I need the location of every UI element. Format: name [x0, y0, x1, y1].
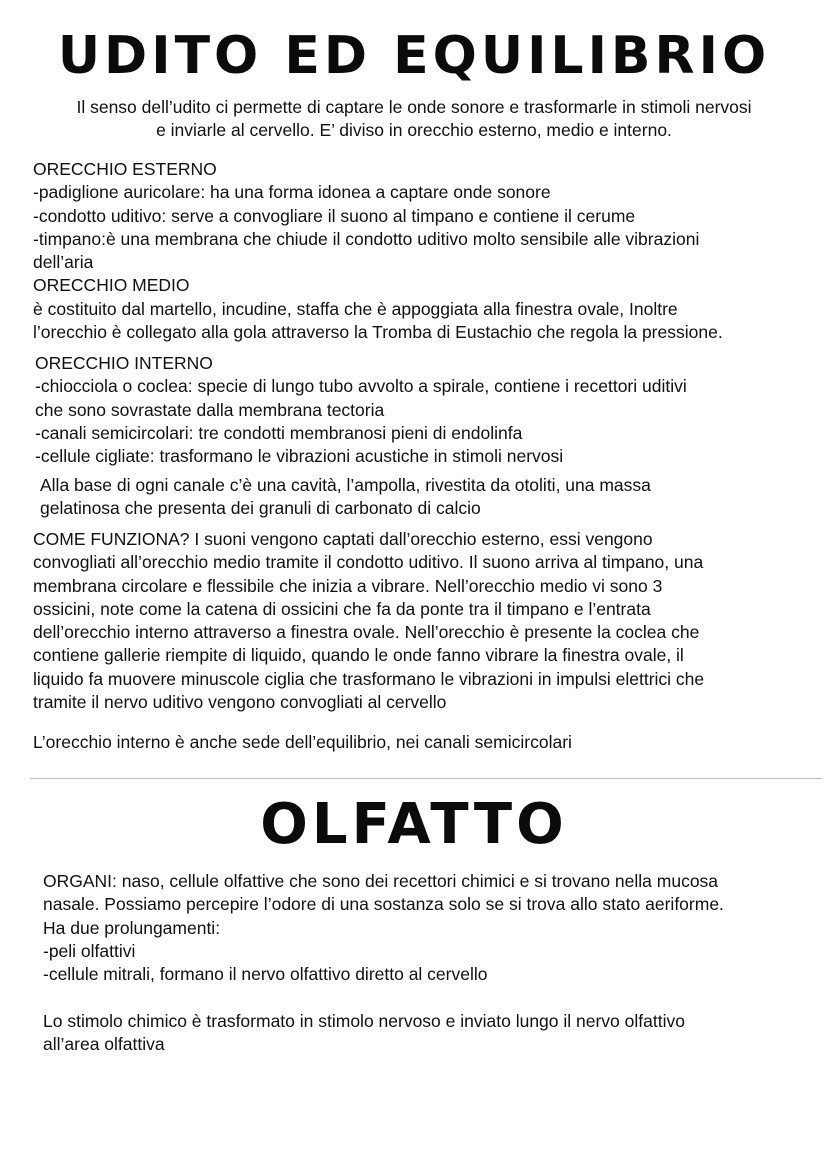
text-line: ORGANI: naso, cellule olfattive che sono dei recettori chimici e si trovano nella mucosa [43, 871, 719, 891]
udito-intro [0, 96, 828, 143]
text-line: liquido fa muovere minuscole ciglia che trasformano le vibrazioni in impulsi elettrici che [33, 668, 705, 689]
text-line: -cellule cigliate: trasformano le vibrazioni acustiche in stimoli nervosi [35, 446, 564, 467]
text-line: -timpano:è una membrana che chiude il condotto uditivo molto sensibile alle vibrazioni [33, 228, 700, 249]
text-line: gelatinosa che presenta dei granuli di carbonato di calcio [40, 498, 481, 519]
text-line: l’orecchio è collegato alla gola attraverso la Tromba di Eustachio che regola la pressione. [33, 322, 723, 343]
text-line: dell’orecchio interno attraverso a finestra ovale. Nell’orecchio è presente la coclea che [33, 622, 700, 643]
text-line: che sono sovrastate dalla membrana tectoria [35, 399, 385, 420]
text-line: tramite il nervo uditivo vengono convogliati al cervello [33, 692, 447, 713]
text-line: convogliati all’orecchio medio tramite il condotto uditivo. Il suono arriva al timpano, una [33, 552, 704, 573]
section-divider [30, 778, 822, 779]
text-line: COME FUNZIONA? I suoni vengono captati dall’orecchio esterno, essi vengono [33, 529, 653, 549]
stimolo-paragraph [43, 1010, 685, 1057]
text-line: -cellule mitrali, formano il nervo olfattivo diretto al cervello [43, 964, 488, 985]
text-line: Lo stimolo chimico è trasformato in stimolo nervoso e inviato lungo il nervo olfattivo [43, 1011, 685, 1031]
text-line: -peli olfattivi [43, 940, 136, 961]
text-line: ossicini, note come la catena di ossicini che fa da ponte tra il timpano e l’entrata [33, 598, 651, 619]
orecchio-esterno-medio-section [33, 158, 723, 344]
text-line: è costituito dal martello, incudine, staffa che è appoggiata alla finestra ovale, Inoltre [33, 298, 678, 319]
text-line: Il senso dell’udito ci permette di captare le onde sonore e trasformarle in stimoli nervosi [76, 97, 752, 117]
text-line: Ha due prolungamenti: [43, 917, 221, 938]
text-line: -chiocciola o coclea: specie di lungo tubo avvolto a spirale, contiene i recettori uditivi [35, 376, 687, 397]
text-line: -canali semicircolari: tre condotti membranosi pieni di endolinfa [35, 422, 523, 443]
section-heading: ORECCHIO INTERNO [35, 353, 213, 373]
text-line: membrana circolare e flessibile che inizia a vibrare. Nell’orecchio medio vi sono 3 [33, 575, 663, 596]
organi-paragraph [43, 870, 724, 986]
section-heading: ORECCHIO MEDIO [33, 275, 190, 296]
text-line: e inviarle al cervello. E’ diviso in orecchio esterno, medio e interno. [156, 120, 672, 141]
section-heading: ORECCHIO ESTERNO [33, 159, 217, 179]
page-title-udito: UDITO ED EQUILIBRIO [57, 26, 771, 86]
equilibrio-line: L’orecchio interno è anche sede dell’equilibrio, nei canali semicircolari [33, 732, 572, 752]
text-line: -padiglione auricolare: ha una forma idonea a captare onde sonore [33, 182, 551, 203]
text-line: -condotto uditivo: serve a convogliare il suono al timpano e contiene il cerume [33, 205, 636, 226]
come-funziona-paragraph [33, 528, 704, 714]
text-line: all’area olfattiva [43, 1034, 165, 1055]
page-title-olfatto: OLFATTO [260, 792, 568, 857]
text-line: contiene gallerie riempite di liquido, quando le onde fanno vibrare la finestra ovale, il [33, 645, 684, 666]
orecchio-interno-section [35, 352, 687, 468]
text-line: dell’aria [33, 252, 94, 273]
text-line: nasale. Possiamo percepire l’odore di una sostanza solo se si trova allo stato aeriforme. [43, 894, 724, 915]
ampolla-paragraph [40, 474, 651, 521]
text-line: Alla base di ogni canale c’è una cavità, l’ampolla, rivestita da otoliti, una massa [40, 475, 651, 495]
